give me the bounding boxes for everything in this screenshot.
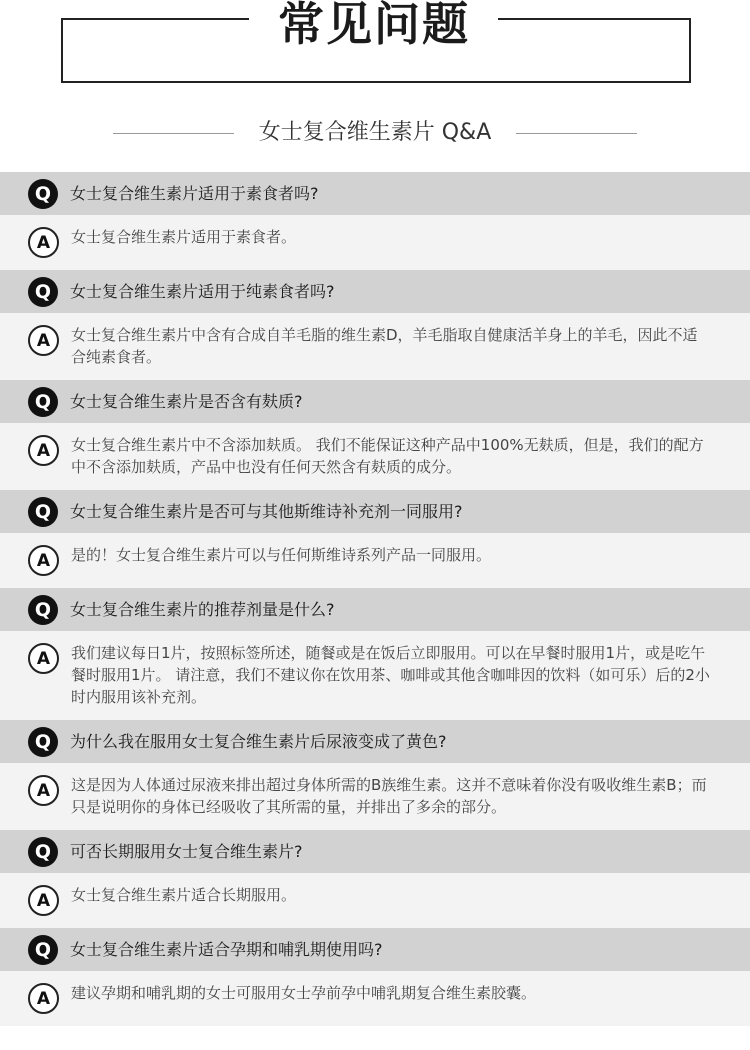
answer-icon: A: [28, 983, 59, 1014]
header-top-line-right: [498, 18, 689, 20]
answer-text: 女士复合维生素片中含有合成自羊毛脂的维生素D，羊毛脂取自健康活羊身上的羊毛，因此不适合纯素食者。: [71, 326, 698, 366]
question-row: [0, 172, 750, 215]
question-row: [0, 490, 750, 533]
answer-text: 女士复合维生素片中不含添加麸质。 我们不能保证这种产品中100%无麸质，但是，我们的配方中不含添加麸质，产品中也没有任何天然含有麸质的成分。: [71, 436, 704, 476]
question-icon: Q: [28, 727, 58, 757]
question-row: [0, 588, 750, 631]
subtitle-divider-right: [516, 133, 637, 134]
answer-icon: A: [28, 435, 59, 466]
question-icon: Q: [28, 497, 58, 527]
answer-icon: A: [28, 545, 59, 576]
question-text: 女士复合维生素片适合孕期和哺乳期使用吗?: [70, 939, 383, 959]
answer-text: 我们建议每日1片，按照标签所述，随餐或是在饭后立即服用。可以在早餐时服用1片，或是吃午餐时服用1片。 请注意，我们不建议你在饮用茶、咖啡或其他含咖啡因的饮料（如可乐）后的2小时内服用该补充剂。: [71, 644, 710, 706]
question-icon: Q: [28, 837, 58, 867]
subtitle-row: [0, 116, 750, 150]
question-icon: Q: [28, 935, 58, 965]
question-icon: Q: [28, 387, 58, 417]
question-icon: Q: [28, 179, 58, 209]
answer-text: 女士复合维生素片适合长期服用。: [71, 886, 297, 904]
question-text: 女士复合维生素片是否含有麸质?: [70, 391, 303, 411]
question-row: [0, 830, 750, 873]
answer-row: [0, 873, 750, 928]
answer-text: 建议孕期和哺乳期的女士可服用女士孕前孕中哺乳期复合维生素胶囊。: [71, 984, 537, 1002]
question-text: 女士复合维生素片适用于素食者吗?: [70, 183, 319, 203]
question-text: 女士复合维生素片适用于纯素食者吗?: [70, 281, 335, 301]
answer-icon: A: [28, 325, 59, 356]
subtitle-divider-left: [113, 133, 234, 134]
answer-text: 是的！女士复合维生素片可以与任何斯维诗系列产品一同服用。: [71, 546, 492, 564]
page-subtitle: 女士复合维生素片 Q&A: [258, 120, 492, 145]
answer-icon: A: [28, 885, 59, 916]
question-icon: Q: [28, 595, 58, 625]
answer-text: 女士复合维生素片适用于素食者。: [71, 228, 297, 246]
answer-icon: A: [28, 227, 59, 258]
question-row: [0, 380, 750, 423]
question-text: 可否长期服用女士复合维生素片?: [70, 841, 303, 861]
question-row: [0, 928, 750, 971]
answer-row: [0, 763, 750, 830]
answer-row: [0, 533, 750, 588]
question-row: [0, 720, 750, 763]
answer-row: [0, 971, 750, 1026]
page-title: 常见问题: [278, 0, 470, 51]
answer-row: [0, 313, 750, 380]
question-text: 女士复合维生素片是否可与其他斯维诗补充剂一同服用?: [70, 501, 463, 521]
answer-text: 这是因为人体通过尿液来排出超过身体所需的B族维生素。这并不意味着你没有吸收维生素B；而只是说明你的身体已经吸收了其所需的量，并排出了多余的部分。: [71, 776, 707, 816]
question-icon: Q: [28, 277, 58, 307]
answer-row: [0, 631, 750, 720]
question-text: 为什么我在服用女士复合维生素片后尿液变成了黄色?: [70, 731, 447, 751]
answer-icon: A: [28, 775, 59, 806]
question-text: 女士复合维生素片的推荐剂量是什么?: [70, 599, 335, 619]
qa-list: [0, 172, 750, 1026]
answer-row: [0, 423, 750, 490]
question-row: [0, 270, 750, 313]
header-top-line-left: [61, 18, 249, 20]
answer-icon: A: [28, 643, 59, 674]
answer-row: [0, 215, 750, 270]
